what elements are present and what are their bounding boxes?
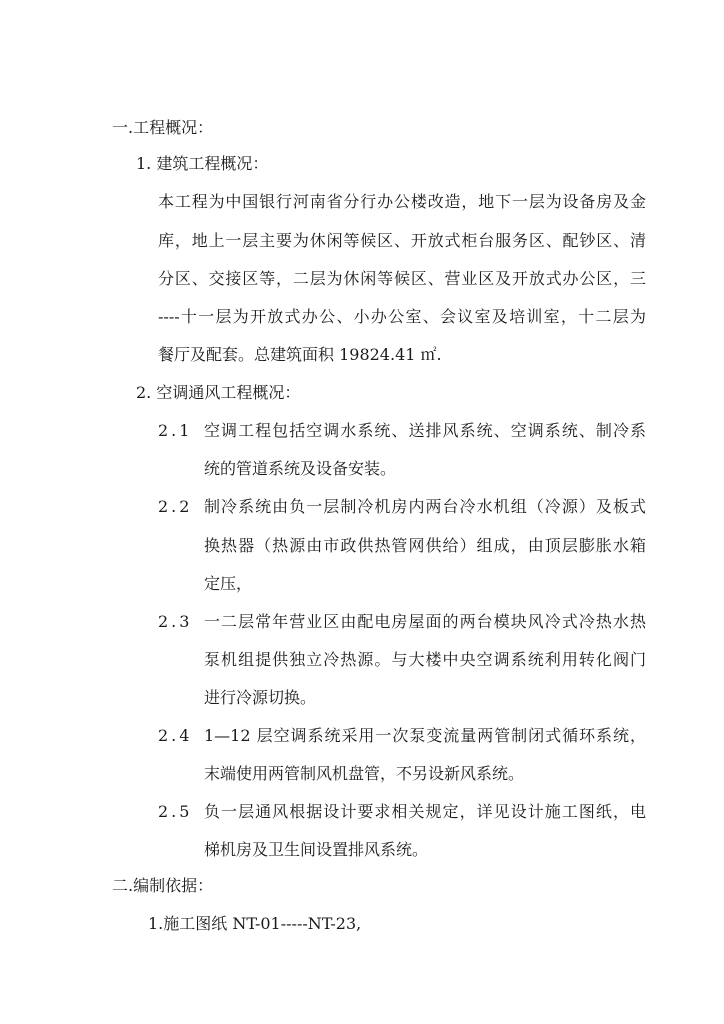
item-line: 1—12 层空调系统采用一次泵变流量两管制闭式循环系统，	[204, 726, 646, 745]
paragraph-line: 餐厅及配套。总建筑面积 19824.41 ㎡.	[158, 345, 442, 364]
item-number: 2.5	[158, 802, 193, 821]
item-line: 制冷系统由负一层制冷机房内两台冷水机组（冷源）及板式	[204, 497, 646, 516]
item-line: 空调工程包括空调水系统、送排风系统、空调系统、制冷系	[204, 421, 646, 440]
subsection-heading-2: 2. 空调通风工程概况：	[136, 383, 301, 402]
item-number: 2.2	[158, 497, 193, 516]
item-number: 2.4	[158, 726, 193, 745]
item-line: 末端使用两管制风机盘管，不另设新风系统。	[204, 764, 525, 783]
item-line: 一二层常年营业区由配电房屋面的两台模块风冷式冷热水热	[204, 612, 646, 631]
item-line: 负一层通风根据设计要求相关规定，详见设计施工图纸，电	[204, 802, 646, 821]
paragraph-line: 分区、交接区等，二层为休闲等候区、营业区及开放式办公区，三	[158, 269, 646, 288]
basis-item: 1.施工图纸 NT-01-----NT-23,	[148, 914, 362, 933]
item-line: 定压，	[204, 574, 253, 593]
paragraph-line: 库，地上一层主要为休闲等候区、开放式柜台服务区、配钞区、清	[158, 231, 646, 250]
item-line: 统的管道系统及设备安装。	[204, 459, 397, 478]
item-number: 2.1	[158, 421, 193, 440]
item-line: 梯机房及卫生间设置排风系统。	[204, 840, 429, 859]
section-heading-2: 二.编制依据：	[112, 876, 214, 895]
paragraph-line: ----十一层为开放式办公、小办公室、会议室及培训室，十二层为	[158, 307, 646, 326]
paragraph-line: 本工程为中国银行河南省分行办公楼改造，地下一层为设备房及金	[158, 192, 646, 211]
item-number: 2.3	[158, 612, 193, 631]
item-line: 换热器（热源由市政供热管网供给）组成，由顶层膨胀水箱	[204, 536, 646, 555]
item-line: 进行冷源切换。	[204, 688, 317, 707]
section-heading-1: 一.工程概况：	[112, 118, 214, 137]
subsection-heading-1: 1. 建筑工程概况：	[136, 154, 269, 173]
item-line: 泵机组提供独立冷热源。与大楼中央空调系统利用转化阀门	[204, 650, 646, 669]
